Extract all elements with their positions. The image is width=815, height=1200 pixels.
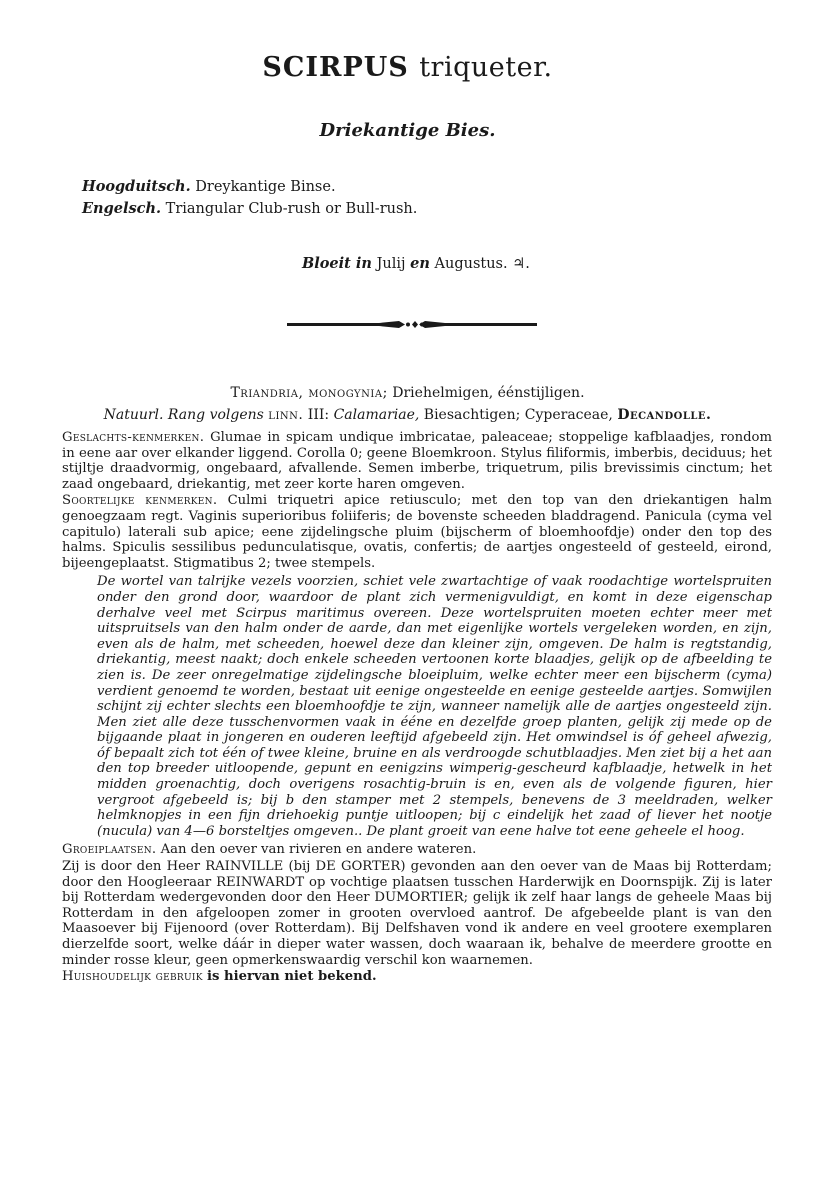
section-heading: Soortelijke kenmerken. [62, 493, 218, 509]
flowering-month2: Augustus. [434, 256, 508, 272]
foreign-names [82, 176, 417, 220]
genus-name: SCIRPUS [262, 52, 409, 83]
perennial-symbol: ♃. [512, 256, 530, 272]
section-heading: Geslachts-kenmerken. [62, 430, 205, 445]
language-name: Triangular Club-rush or Bull-rush. [165, 201, 418, 217]
rang-families: Biesachtigen; Cyperaceae, [423, 407, 613, 423]
species-characters [62, 493, 772, 571]
name-english [82, 198, 417, 220]
description-italic: De wortel van talrijke vezels voorzien, schiet vele zwartachtige of vaak roodachtige wortelspruiten onder den grond door, waardoor de plant zich vermenigvuldigt, en komt in deze eigenschap derhalve veel met Scirpus maritimus overeen. Deze wortelspruiten moeten echter meer met uitspruitsels van den halm onder de aarde, dan met eigenlijke wortels vergeleken worden, en zijn, even als de halm, met scheeden, hoewel deze dan kleiner zijn, omgeven. De halm is regtstandig, driekantig, meest naakt; doch enkele scheeden vertoonen korte blaadjes, gelijk op de afbeelding te zien is. De zeer onregelmatige zijdelingsche bloeipluim, welke echter meer een bijscherm (cyma) verdient genoemd te worden, bestaat uit eenige ongesteelde en eenige gesteelde aartjes. Somwijlen schijnt zij echter slechts een bloemhoofdje te zijn, wanneer namelijk alle de aartjes ongesteeld zijn. Men ziet alle deze tusschenvormen vaak in ééne en dezelfde groep planten, gelijk zij mede op de bijgaande plaat in jongeren en ouderen leeftijd afgebeeld zijn. Het omwindsel is óf geheel afwezig, óf bepaalt zich tot één of twee kleine, bruine en als verdroogde schutblaadjes. Men ziet bij a het aan den top breeder uitloopende, gepunt en eenigzins wimperig-gescheurd kafblaadje, hetwelk in het midden groenachtig, doch overigens rosachtig-bruin is en, even als de volgende figuren, hier vergroot afgebeeld is; bij b den stamper met 2 stempels, benevens de 3 meeldraden, welker helmknopjes in een fijn driehoekig puntje uitloopen; bij c eindelijk het zaad of liever het nootje (nucula) van 4—6 borsteltjes omgeven.. De plant groeit van eene halve tot eene geheele el hoog. [97, 574, 772, 839]
flowering-month1: Julij [376, 256, 406, 272]
language-name: Dreykantige Binse. [195, 179, 336, 195]
section-text: Aan den oever van rivieren en andere wateren. [160, 842, 477, 858]
class-dutch: Driehelmigen, éénstijligen. [392, 385, 585, 401]
section-text: Culmi triquetri apice retiusculo; met den top van den driekantigen halm genoegzaam regt. Vaginis superioribus foliiferis; de bovenste scheeden bladdragend. Panicula (cyma vel capitulo) laterali sub apice; eene zijdelingsche pluim (bijscherm of bloemhoofdje) onder den top des halms. Spiculis sessilibus pedunculatisque, ovatis, confertis; de aartjes ongesteeld of gesteeld, eirond, bijeengeplaatst. Stigmatibus 2; twee stempels. [62, 493, 772, 571]
species-name: triqueter. [419, 52, 553, 83]
habitat [62, 842, 772, 858]
flowering-conj: en [410, 255, 430, 272]
flowering-period [302, 255, 530, 272]
rang-number: III: [307, 407, 330, 423]
ornament-divider-icon [287, 318, 537, 332]
language-label: Engelsch. [82, 200, 162, 217]
section-text: Glumae in spicam undique imbricatae, paleaceae; stoppelige kafblaadjes, rondom in eene aar over elkander liggend. Corolla 0; geene Bloemkroon. Stylus filiformis, imberbis, deciduus; het stijltje draadvormig, ongebaard, afvallende. Semen imberbe, triquetrum, pilis brevissimis cinctum; het zaad ongebaard, driekantig, met zeer korte haren omgeven. [62, 430, 772, 492]
description-body [62, 430, 772, 986]
name-german [82, 176, 417, 198]
section-heading: Huishoudelijk gebruik [62, 969, 203, 985]
dutch-common-name: Driekantige Bies. [319, 120, 496, 141]
section-heading: Groeiplaatsen. [62, 842, 157, 858]
genus-characters [62, 430, 772, 492]
natural-order [0, 407, 815, 423]
rang-calamariae: Calamariae, [333, 407, 420, 423]
flowering-prefix: Bloeit in [302, 255, 372, 272]
rang-linn: linn. [268, 407, 304, 423]
find-locations: Zij is door den Heer RAINVILLE (bij DE GORTER) gevonden aan den oever van de Maas bij Rotterdam; door den Hoogleeraar REINWARDT op vochtige plaatsen tusschen Harderwijk en Doornspijk. Zij is later bij Rotterdam wedergevonden door den Heer DUMORTIER; gelijk ik zelf haar langs de geheele Maas bij Rotterdam in den afgeloopen zomer in grooten overvloed aantrof. De afgebeelde plant is van den Maasoever bij Fijenoord (over Rotterdam). Bij Delfshaven vond ik andere en veel grootere exemplaren dierzelfde soort, welke dáár in dieper water wassen, doch waaraan ik, behalve de meerdere grootte en minder rosse kleur, geen opmerkenswaardig verschil kon waarnemen. [62, 859, 772, 968]
language-label: Hoogduitsch. [82, 178, 191, 195]
household-use [62, 969, 772, 985]
rang-decandolle: Decandolle. [617, 407, 712, 423]
class-latin: Triandria, monogynia; [230, 385, 388, 401]
section-text: is hiervan niet bekend. [206, 969, 377, 985]
rang-label: Natuurl. Rang volgens [103, 407, 264, 423]
linnaean-class [0, 385, 815, 401]
page-title [0, 52, 815, 83]
